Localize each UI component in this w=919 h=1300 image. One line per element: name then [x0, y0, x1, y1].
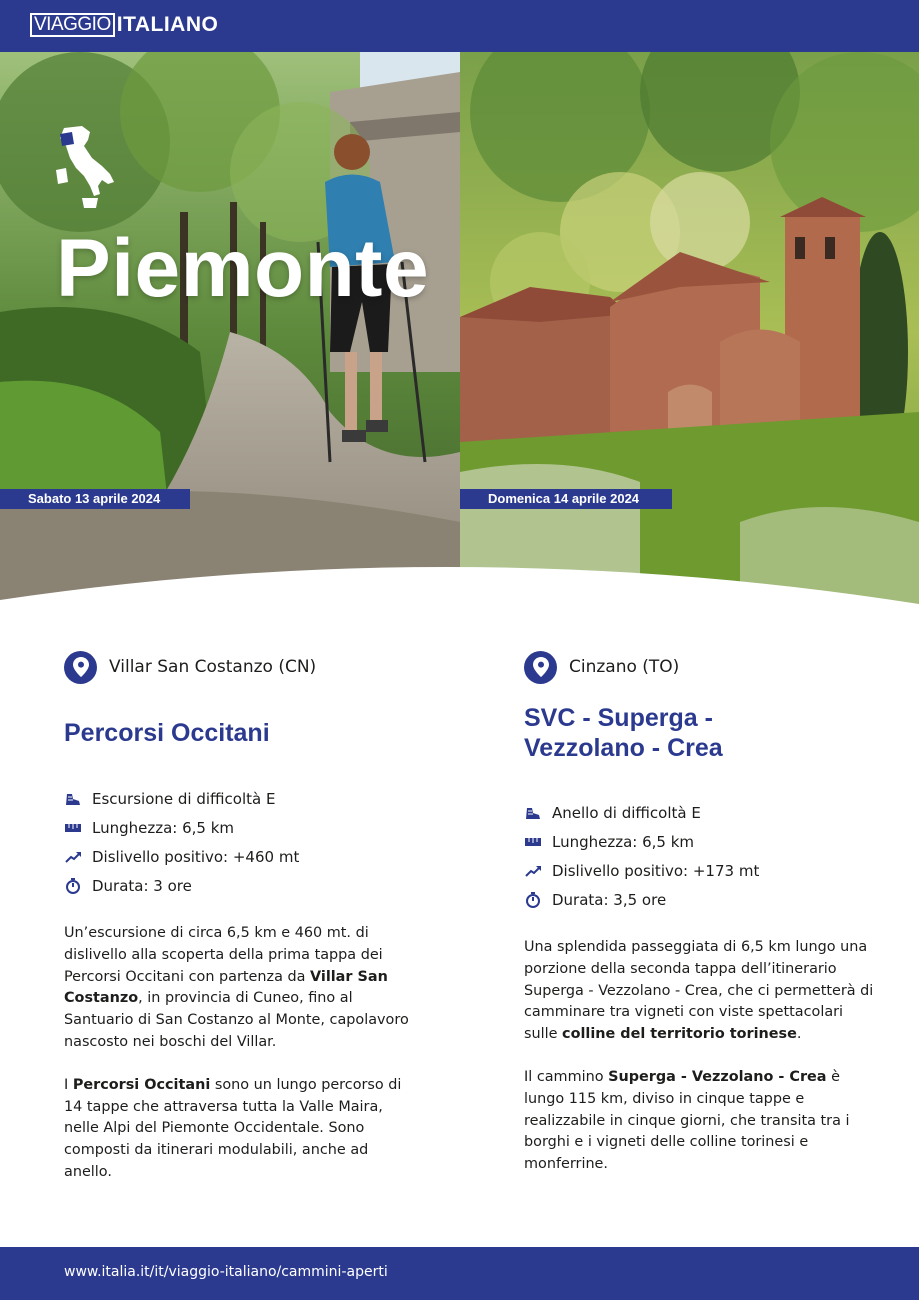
elevation-trend-icon — [524, 862, 542, 880]
spec-item: Durata: 3 ore — [64, 871, 414, 900]
spec-list — [524, 798, 874, 914]
hiking-boot-icon — [524, 804, 542, 822]
description-paragraph: Una splendida passeggiata di 6,5 km lungo una porzione della seconda tappa dell’itinerario Superga - Vezzolano - Crea, che ci permetterà di camminare tra vigneti con viste spettacolari sulle colline del territorio torinese. — [524, 939, 874, 1043]
footer-bar — [0, 1247, 919, 1300]
length-ruler-icon — [524, 833, 542, 851]
logo-plain-word: ITALIANO — [116, 13, 219, 36]
location-row — [64, 650, 414, 684]
location-text: Villar San Costanzo (CN) — [109, 657, 317, 677]
hero-photos — [0, 52, 919, 612]
top-bar — [0, 0, 919, 52]
spec-item: Dislivello positivo: +460 mt — [64, 842, 414, 871]
spec-item: Escursione di difficoltà E — [64, 784, 414, 813]
right-photo-abbey — [460, 52, 919, 612]
description-paragraph: I Percorsi Occitani sono un lungo percorso di 14 tappe che attraversa tutta la Valle Maira, nelle Alpi del Piemonte Occidentale. Sono composti da itinerari modulabili, anche ad anello. — [64, 1076, 402, 1180]
logo-boxed-word: VIAGGIO — [30, 13, 115, 37]
elevation-trend-icon — [64, 848, 82, 866]
length-ruler-icon — [64, 819, 82, 837]
event-column-left — [64, 650, 414, 1184]
location-row — [524, 650, 874, 684]
event-column-right — [524, 650, 874, 1176]
spec-item: Anello di difficoltà E — [524, 798, 874, 827]
spec-list — [64, 784, 414, 900]
viaggio-italiano-logo — [30, 13, 218, 37]
region-title: Piemonte — [56, 223, 430, 314]
date-tag-right: Domenica 14 aprile 2024 — [460, 489, 672, 509]
hiking-boot-icon — [64, 790, 82, 808]
stopwatch-icon — [64, 877, 82, 895]
italy-map-icon — [54, 124, 118, 210]
location-pin-icon — [64, 651, 97, 684]
location-pin-icon — [524, 651, 557, 684]
description-paragraph: Un’escursione di circa 6,5 km e 460 mt. di dislivello alla scoperta della prima tappa dei Percorsi Occitani con partenza da Villar San Costanzo, in provincia di Cuneo, fino al Santuario di San Costanzo al Monte, capolavoro nascosto nei boschi del Villar. — [64, 925, 409, 1050]
spec-item: Lunghezza: 6,5 km — [64, 813, 414, 842]
spec-item: Lunghezza: 6,5 km — [524, 827, 874, 856]
description-paragraph: Il cammino Superga - Vezzolano - Crea è lungo 115 km, diviso in cinque tappe e realizzabile in cinque giorni, che transita tra i borghi e i vigneti delle colline torinesi e monferrine. — [524, 1068, 850, 1173]
hero-banner — [0, 52, 919, 612]
spec-item: Durata: 3,5 ore — [524, 885, 874, 914]
stopwatch-icon — [524, 891, 542, 909]
spec-item: Dislivello positivo: +173 mt — [524, 856, 874, 885]
date-tag-left: Sabato 13 aprile 2024 — [0, 489, 190, 509]
route-title: Percorsi Occitani — [64, 719, 270, 747]
footer-url-link[interactable]: www.italia.it/it/viaggio-italiano/cammini-aperti — [64, 1264, 388, 1280]
route-title: SVC - Superga - Vezzolano - Crea — [524, 704, 723, 762]
location-text: Cinzano (TO) — [569, 657, 680, 677]
